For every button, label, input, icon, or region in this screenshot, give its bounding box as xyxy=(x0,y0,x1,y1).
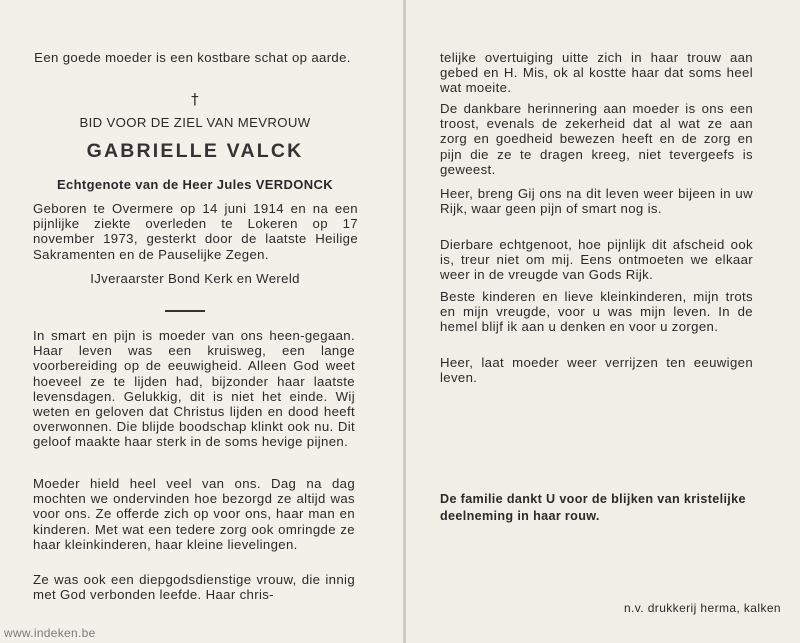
paragraph-faith-cont: telijke overtuiging uitte zich in haar trouw aan gebed en H. Mis, ok al kostte haar dat soms heel wat moeite. xyxy=(440,50,753,96)
paragraph-grandchildren: Beste kinderen en lieve kleinkinderen, mijn trots en mijn vreugde, voor u was mijn leven. In de hemel blijf ik aan u denken en voor u zorgen. xyxy=(440,289,753,335)
paragraph-faith: Ze was ook een diepgodsdienstige vrouw, die innig met God verbonden leefde. Haar chris- xyxy=(33,572,355,603)
deceased-name: GABRIELLE VALCK xyxy=(86,140,304,162)
paragraph-prayer: Heer, breng Gij ons na dit leven weer bijeen in uw Rijk, waar geen pijn of smart nog is. xyxy=(440,186,753,217)
paragraph-love: Moeder hield heel veel van ons. Dag na dag mochten we ondervinden hoe bezorgd ze altijd was voor ons. Ze offerde zich op voor ons, haar man en kinderen. Met wat een tedere zorg ook omringde ze haar kleinkinderen, haar kleine lievelingen. xyxy=(33,476,355,552)
membership-line: IJveraarster Bond Kerk en Wereld xyxy=(90,271,300,286)
site-watermark: www.indeken.be xyxy=(4,626,96,640)
paragraph-grief: In smart en pijn is moeder van ons heen-gegaan. Haar leven was een kruisweg, een lange voorbereiding op de eeuwigheid. Alleen God weet hoeveel ze te lijden had, bijzonder haar laatste levensdagen. Gelukkig, dit is niet het einde. Wij weten en geloven dat Christus lijden en dood heeft overwonnen. Die blijde boodschap klinkt ook nu. Dit geloof maakte haar sterk in de soms hevige pijnen. xyxy=(33,328,355,450)
printer-credit: n.v. drukkerij herma, kalken xyxy=(623,601,781,615)
opening-quote: Een goede moeder is een kostbare schat op aarde. xyxy=(34,50,351,65)
right-page xyxy=(406,0,800,643)
section-divider xyxy=(165,310,205,312)
paragraph-spouse: Dierbare echtgenoot, hoe pijnlijk dit afscheid ook is, treur niet om mij. Eens ontmoeten we elkaar weer in de vreugde van Gods Rijk. xyxy=(440,237,753,283)
paragraph-remembrance: De dankbare herinnering aan moeder is ons een troost, evenals de zekerheid dat al wat ze aan zorg en goedheid bewezen heeft en de zorg en pijn die ze te dragen kreeg, niet tevergeefs is geweest. xyxy=(440,101,753,177)
family-thanks: De familie dankt U voor de blijken van kristelijke deelneming in haar rouw. xyxy=(440,492,746,523)
prayer-heading: BID VOOR DE ZIEL VAN MEVROUW xyxy=(79,115,311,130)
paragraph-resurrection: Heer, laat moeder weer verrijzen ten eeuwigen leven. xyxy=(440,355,753,386)
birth-death-text: Geboren te Overmere op 14 juni 1914 en na een pijnlijke ziekte overleden te Lokeren op 17 november 1973, gesterkt door de laatste Heilige Sakramenten en de Pauselijke Zegen. xyxy=(33,201,358,262)
cross-icon: † xyxy=(191,90,199,108)
spouse-line: Echtgenote van de Heer Jules VERDONCK xyxy=(57,177,333,192)
